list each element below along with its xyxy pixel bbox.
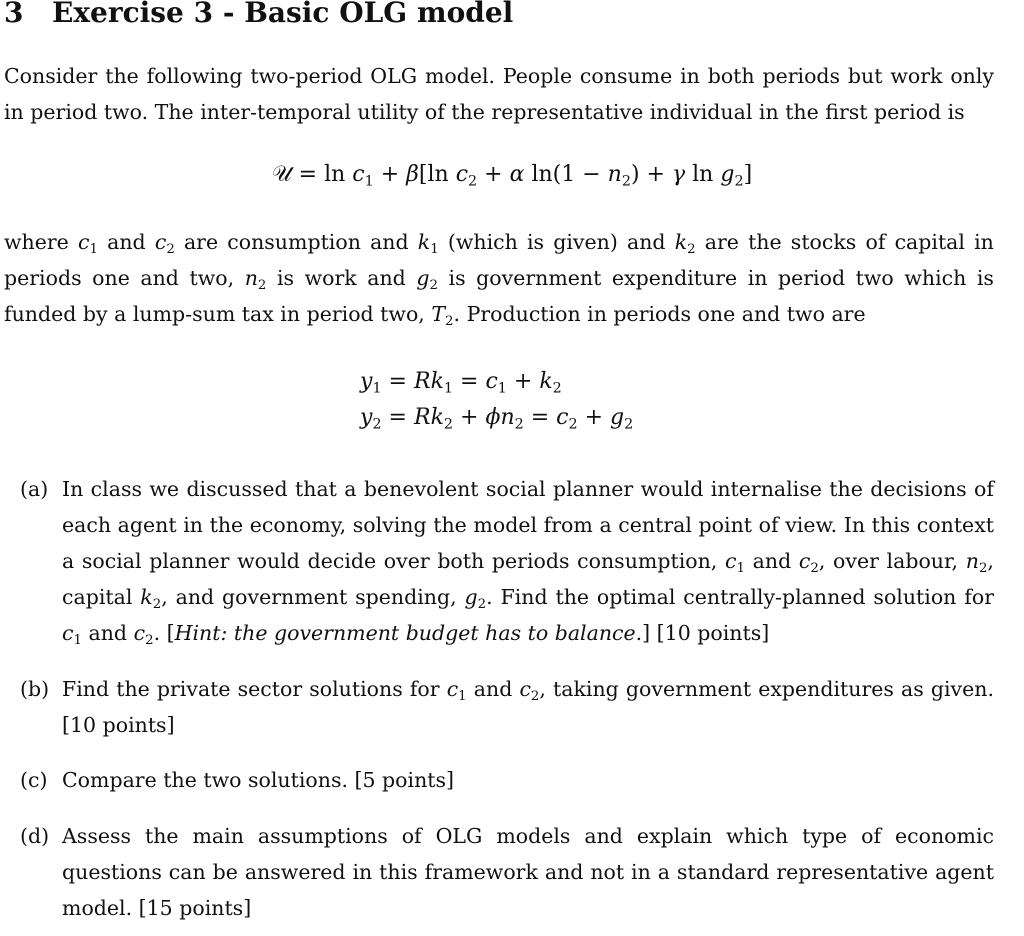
question-a — [20, 471, 994, 651]
question-c-label: (c) — [20, 768, 48, 792]
question-b — [20, 671, 994, 743]
question-c — [20, 762, 994, 798]
question-a-hint: Hint: the government budget has to balance. — [174, 621, 643, 645]
question-d-text: Assess the main assumptions of OLG models and explain which type of economic questions can be answered in this framework and not in a standard representative agent model. [15 points] — [62, 824, 994, 920]
question-c-text: Compare the two solutions. [5 points] — [62, 768, 455, 792]
question-d — [20, 818, 994, 926]
utility-equation: 𝒰 = $\ln c_1 + \beta[\ln$ $c_2 + \alpha$ $\ln(1 - n_2) + \gamma$ $\ln g_2$] — [271, 162, 753, 190]
question-d-label: (d) — [20, 824, 50, 848]
definitions-paragraph: where $c_1$ and $c_2$ are consumption and $k_1$ (which is given) and $k_2$ are the stocks of capital in periods one and two, $n_2$ is work and $g_2$ is government expenditure in period two which is funded by a lump-sum tax in period two, $T_2$. Production in periods one and two are — [4, 230, 994, 329]
section-heading — [4, 0, 513, 29]
production-equation-2: $y_2 = Rk_2 + \phi n_2 = c_2 + g_2$ — [360, 405, 634, 433]
section-title: Exercise 3 - Basic OLG model — [52, 0, 514, 29]
question-b-label: (b) — [20, 677, 50, 701]
question-a-text: In class we discussed that a benevolent social planner would internalise the decisions of each agent in the economy, solving the model from a central point of view. In this context a social planner would decide over both periods consumption, $c_1$ and $c_2$, over labour, $n_2$, capital $k_2$, and government spending, $g_2$. Find the optimal centrally-planned solution for $c_1$ and $c_2$. [Hint: the government budget has to balance.] [10 points] — [62, 477, 994, 648]
production-equations — [360, 364, 633, 436]
question-a-label: (a) — [20, 477, 49, 501]
section-number: 3 — [4, 0, 24, 29]
production-equation-1: $y_1 = Rk_1 = c_1 + k_2$ — [360, 369, 562, 397]
intro-paragraph: Consider the following two-period OLG model. People consume in both periods but work only in period two. The inter-temporal utility of the representative individual in the first period is — [4, 64, 994, 124]
question-b-text: Find the private sector solutions for $c_1$ and $c_2$, taking government expenditures as given. [10 points] — [62, 677, 994, 737]
